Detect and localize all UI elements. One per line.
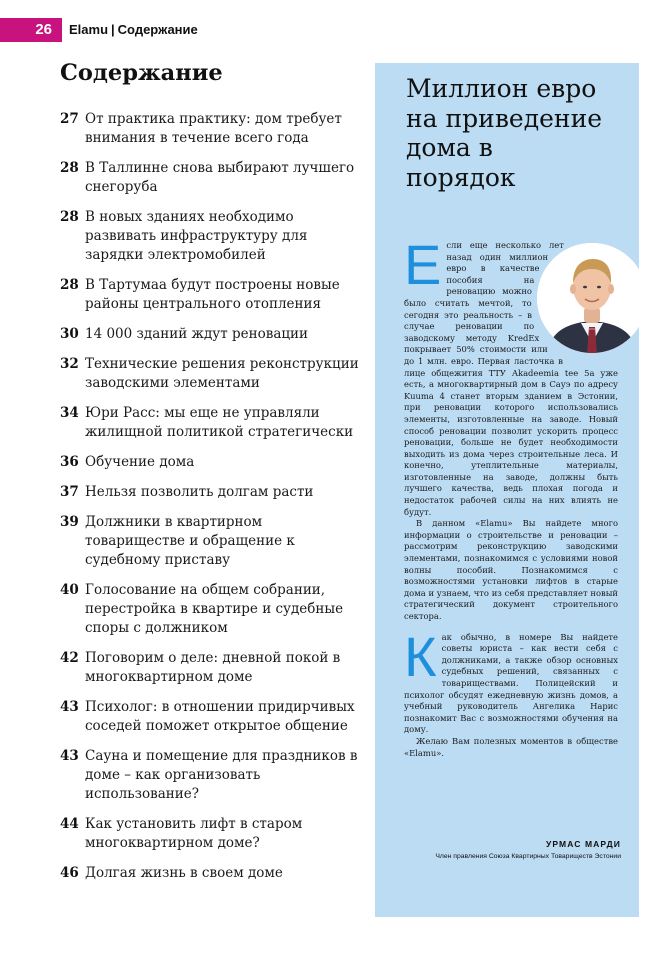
toc-item-title: Обучение дома	[85, 454, 195, 470]
toc-item-title: Должники в квартирном товариществе и обращение к судебному приставу	[85, 514, 295, 568]
toc-page-number: 28	[60, 209, 79, 225]
author-photo	[537, 243, 647, 353]
toc-item-title: Долгая жизнь в своем доме	[85, 865, 283, 881]
dropcap-second: К	[404, 624, 437, 688]
toc-item[interactable]	[60, 276, 360, 314]
page-header	[0, 18, 670, 42]
toc-item[interactable]	[60, 325, 360, 344]
toc-item-title: В новых зданиях необходимо развивать инфраструктуру для зарядки электромобилей	[85, 209, 308, 263]
editorial-paragraph-4: Желаю Вам полезных моментов в обществе «Elamu».	[404, 735, 618, 758]
toc-item-title: От практика практику: дом требует внимания в течение всего года	[85, 111, 342, 146]
editorial-headline: Миллион евро на приведение дома в порядок	[406, 74, 603, 192]
toc-item[interactable]	[60, 453, 360, 472]
author-portrait-icon	[537, 243, 647, 353]
toc-item-title: Психолог: в отношении придирчивых соседей поможет открытое общение	[85, 699, 355, 734]
toc-page-number: 46	[60, 865, 79, 881]
editorial-paragraph-3: ак обычно, в номере Вы найдете советы юриста – как вести себя с должниками, а также обзор основных судебных решений, связанных с товариществами. Полицейский и психолог обсудят ежедневную жизнь домов, а учебный руководитель Ангелика Нарис познакомит Вас с возможностями обучения на дому.	[404, 631, 618, 735]
toc-page-number: 27	[60, 111, 79, 127]
toc-item-title: Юри Расс: мы еще не управляли жилищной политикой стратегически	[85, 405, 354, 440]
toc-item[interactable]	[60, 159, 360, 197]
toc-item[interactable]	[60, 404, 360, 442]
toc-page-number: 32	[60, 356, 79, 372]
toc-page-number: 40	[60, 582, 79, 598]
toc-item[interactable]	[60, 208, 360, 265]
title-separator: |	[111, 22, 115, 37]
running-title	[69, 18, 198, 42]
toc-item[interactable]	[60, 649, 360, 687]
toc-item[interactable]	[60, 110, 360, 148]
toc-item[interactable]	[60, 355, 360, 393]
toc-item-title: Сауна и помещение для праздников в доме – как организовать использование?	[85, 748, 358, 802]
toc-page-number: 28	[60, 277, 79, 293]
toc-page-number: 44	[60, 816, 79, 832]
editorial-panel	[375, 63, 639, 917]
toc-item-title: В Тартумаа будут построены новые районы центрального отопления	[85, 277, 340, 312]
toc-page-number: 42	[60, 650, 79, 666]
toc-page-number: 43	[60, 748, 79, 764]
toc-page-number: 30	[60, 326, 79, 342]
toc-item[interactable]	[60, 815, 360, 853]
toc-item-title: 14 000 зданий ждут реновации	[85, 326, 309, 342]
toc-page-number: 37	[60, 484, 79, 500]
toc-item[interactable]	[60, 747, 360, 804]
toc-page-number: 36	[60, 454, 79, 470]
toc-page-number: 39	[60, 514, 79, 530]
toc-item[interactable]	[60, 513, 360, 570]
toc-item[interactable]	[60, 483, 360, 502]
toc-page-number: 43	[60, 699, 79, 715]
toc-page-number: 34	[60, 405, 79, 421]
section-name: Содержание	[117, 22, 198, 37]
page-number: 26	[0, 18, 62, 42]
toc-item-title: Технические решения реконструкции заводскими элементами	[85, 356, 359, 391]
toc-item[interactable]	[60, 864, 360, 883]
toc-item-title: Нельзя позволить долгам расти	[85, 484, 314, 500]
dropcap-first: Е	[404, 233, 442, 296]
toc-item-title: В Таллинне снова выбирают лучшего снегоруба	[85, 160, 355, 195]
author-name: УРМАС МАРДИ	[546, 839, 621, 849]
toc-item-title: Голосование на общем собрании, перестройка в квартире и судебные споры с должником	[85, 582, 344, 636]
toc-item[interactable]	[60, 581, 360, 638]
toc-page-number: 28	[60, 160, 79, 176]
editorial-paragraph-1: сли еще несколько лет назад один миллион евро в качестве пособия на реновацию можно было считать мечтой, то сегодня это реальность – в случае реновации по заводскому методу KredEx покрывает 50% стоимости или до 1 млн. евро. Первая ласточка в лице общежития ТТУ Akadeemia tee 5a уже есть, а многоквартирный дом в Сауэ по адресу Kuuma 4 станет вторым зданием в Эстонии, при реновации которого использовались элементы, изготовленные на заводе. Новый способ реновации позволит ускорить процесс реновации, больше не будет необходимости выходить из дома через строительные леса. И конечно, утеплительные материалы, изготовленные на заводе, должны быть лучшего качества, ведь плохая погода и недостаток рабочей силы на них влиять не будут.	[404, 240, 618, 517]
toc-list	[60, 110, 360, 894]
toc-title: Содержание	[60, 60, 223, 86]
toc-item[interactable]	[60, 698, 360, 736]
author-role: Член правления Союза Квартирных Товариществ Эстонии	[435, 853, 621, 860]
editorial-paragraph-2: В данном «Elamu» Вы найдете много информации о строительстве и реновации – рассмотрим реконструкцию заводскими элементами, познакомимся с условиями новой волны пособий. Познакомимся с возможностями установки лифтов в старые дома и узнаем, что из себя представляет новый стратегический документ строительного сектора.	[404, 518, 618, 621]
toc-item-title: Поговорим о деле: дневной покой в многоквартирном доме	[85, 650, 341, 685]
toc-item-title: Как установить лифт в старом многоквартирном доме?	[85, 816, 303, 851]
magazine-name: Elamu	[69, 22, 109, 37]
